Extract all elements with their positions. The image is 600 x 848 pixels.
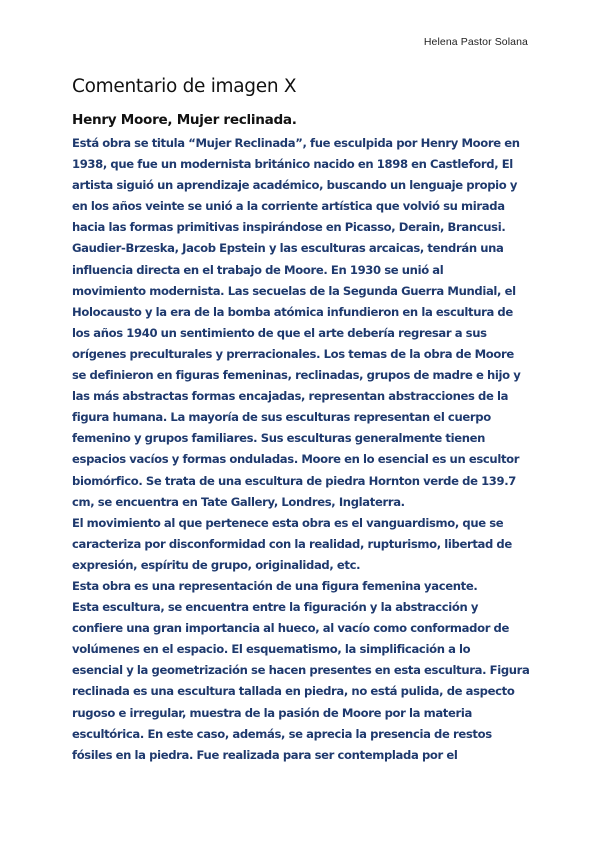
text-line: Esta obra es una representación de una figura femenina yacente. — [72, 578, 478, 593]
text-line: expresión, espíritu de grupo, originalidad, etc. — [72, 557, 361, 572]
text-line: escultórica. En este caso, además, se aprecia la presencia de restos — [72, 726, 492, 741]
text-line: Está obra se titula “Mujer Reclinada”, fue esculpida por Henry Moore en — [72, 136, 520, 150]
text-line: Holocausto y la era de la bomba atómica infundieron en la escultura de — [72, 304, 513, 319]
text-line: figura humana. La mayoría de sus esculturas representan el cuerpo — [72, 410, 491, 425]
header-author: Helena Pastor Solana — [423, 36, 528, 48]
text-line: movimiento modernista. Las secuelas de la Segunda Guerra Mundial, el — [72, 283, 516, 298]
text-line: El movimiento al que pertenece esta obra es el vanguardismo, que se — [72, 515, 504, 530]
text-line: fósiles en la piedra. Fue realizada para ser contemplada por el — [72, 747, 458, 762]
text-line: en los años veinte se unió a la corriente artística que volvió su mirada — [72, 199, 505, 214]
text-line: cm, se encuentra en Tate Gallery, Londres, Inglaterra. — [72, 494, 405, 509]
text-line: biomórfico. Se trata de una escultura de piedra Hornton verde de 139.7 — [72, 473, 516, 488]
text-line: Esta escultura, se encuentra entre la figuración y la abstracción y — [72, 600, 479, 615]
text-line: artista siguió un aprendizaje académico, buscando un lenguaje propio y — [72, 178, 518, 193]
text-line: Gaudier-Brzeska, Jacob Epstein y las esculturas arcaicas, tendrán una — [72, 241, 504, 256]
text-line: femenino y grupos familiares. Sus esculturas generalmente tienen — [72, 431, 486, 446]
body-paragraph — [72, 133, 530, 766]
document-content — [72, 74, 530, 766]
text-line: 1938, que fue un modernista británico nacido en 1898 en Castleford, El — [72, 157, 513, 172]
document-title: Comentario de imagen X — [72, 76, 297, 97]
text-line: confiere una gran importancia al hueco, al vacío como conformador de — [72, 621, 510, 636]
text-line: rugoso e irregular, muestra de la pasión de Moore por la materia — [72, 705, 472, 720]
text-line: esencial y la geometrización se hacen presentes en esta escultura. Figura — [72, 663, 530, 678]
text-line: influencia directa en el trabajo de Moore. En 1930 se unió al — [72, 262, 444, 277]
text-line: reclinada es una escultura tallada en piedra, no está pulida, de aspecto — [72, 684, 515, 699]
text-line: espacios vacíos y formas onduladas. Moore en lo esencial es un escultor — [72, 452, 520, 467]
text-line: los años 1940 un sentimiento de que el arte debería regresar a sus — [72, 325, 487, 340]
text-line: caracteriza por disconformidad con la realidad, rupturismo, libertad de — [72, 536, 512, 551]
text-line: las más abstractas formas encajadas, representan abstracciones de la — [72, 389, 509, 404]
text-line: hacia las formas primitivas inspirándose en Picasso, Derain, Brancusi. — [72, 220, 506, 235]
text-line: se definieron en figuras femeninas, reclinadas, grupos de madre e hijo y — [72, 368, 521, 383]
document-subtitle: Henry Moore, Mujer reclinada. — [72, 112, 297, 128]
text-line: volúmenes en el espacio. El esquematismo, la simplificación a lo — [72, 642, 471, 657]
text-line: orígenes preculturales y prerracionales. Los temas de la obra de Moore — [72, 346, 514, 361]
